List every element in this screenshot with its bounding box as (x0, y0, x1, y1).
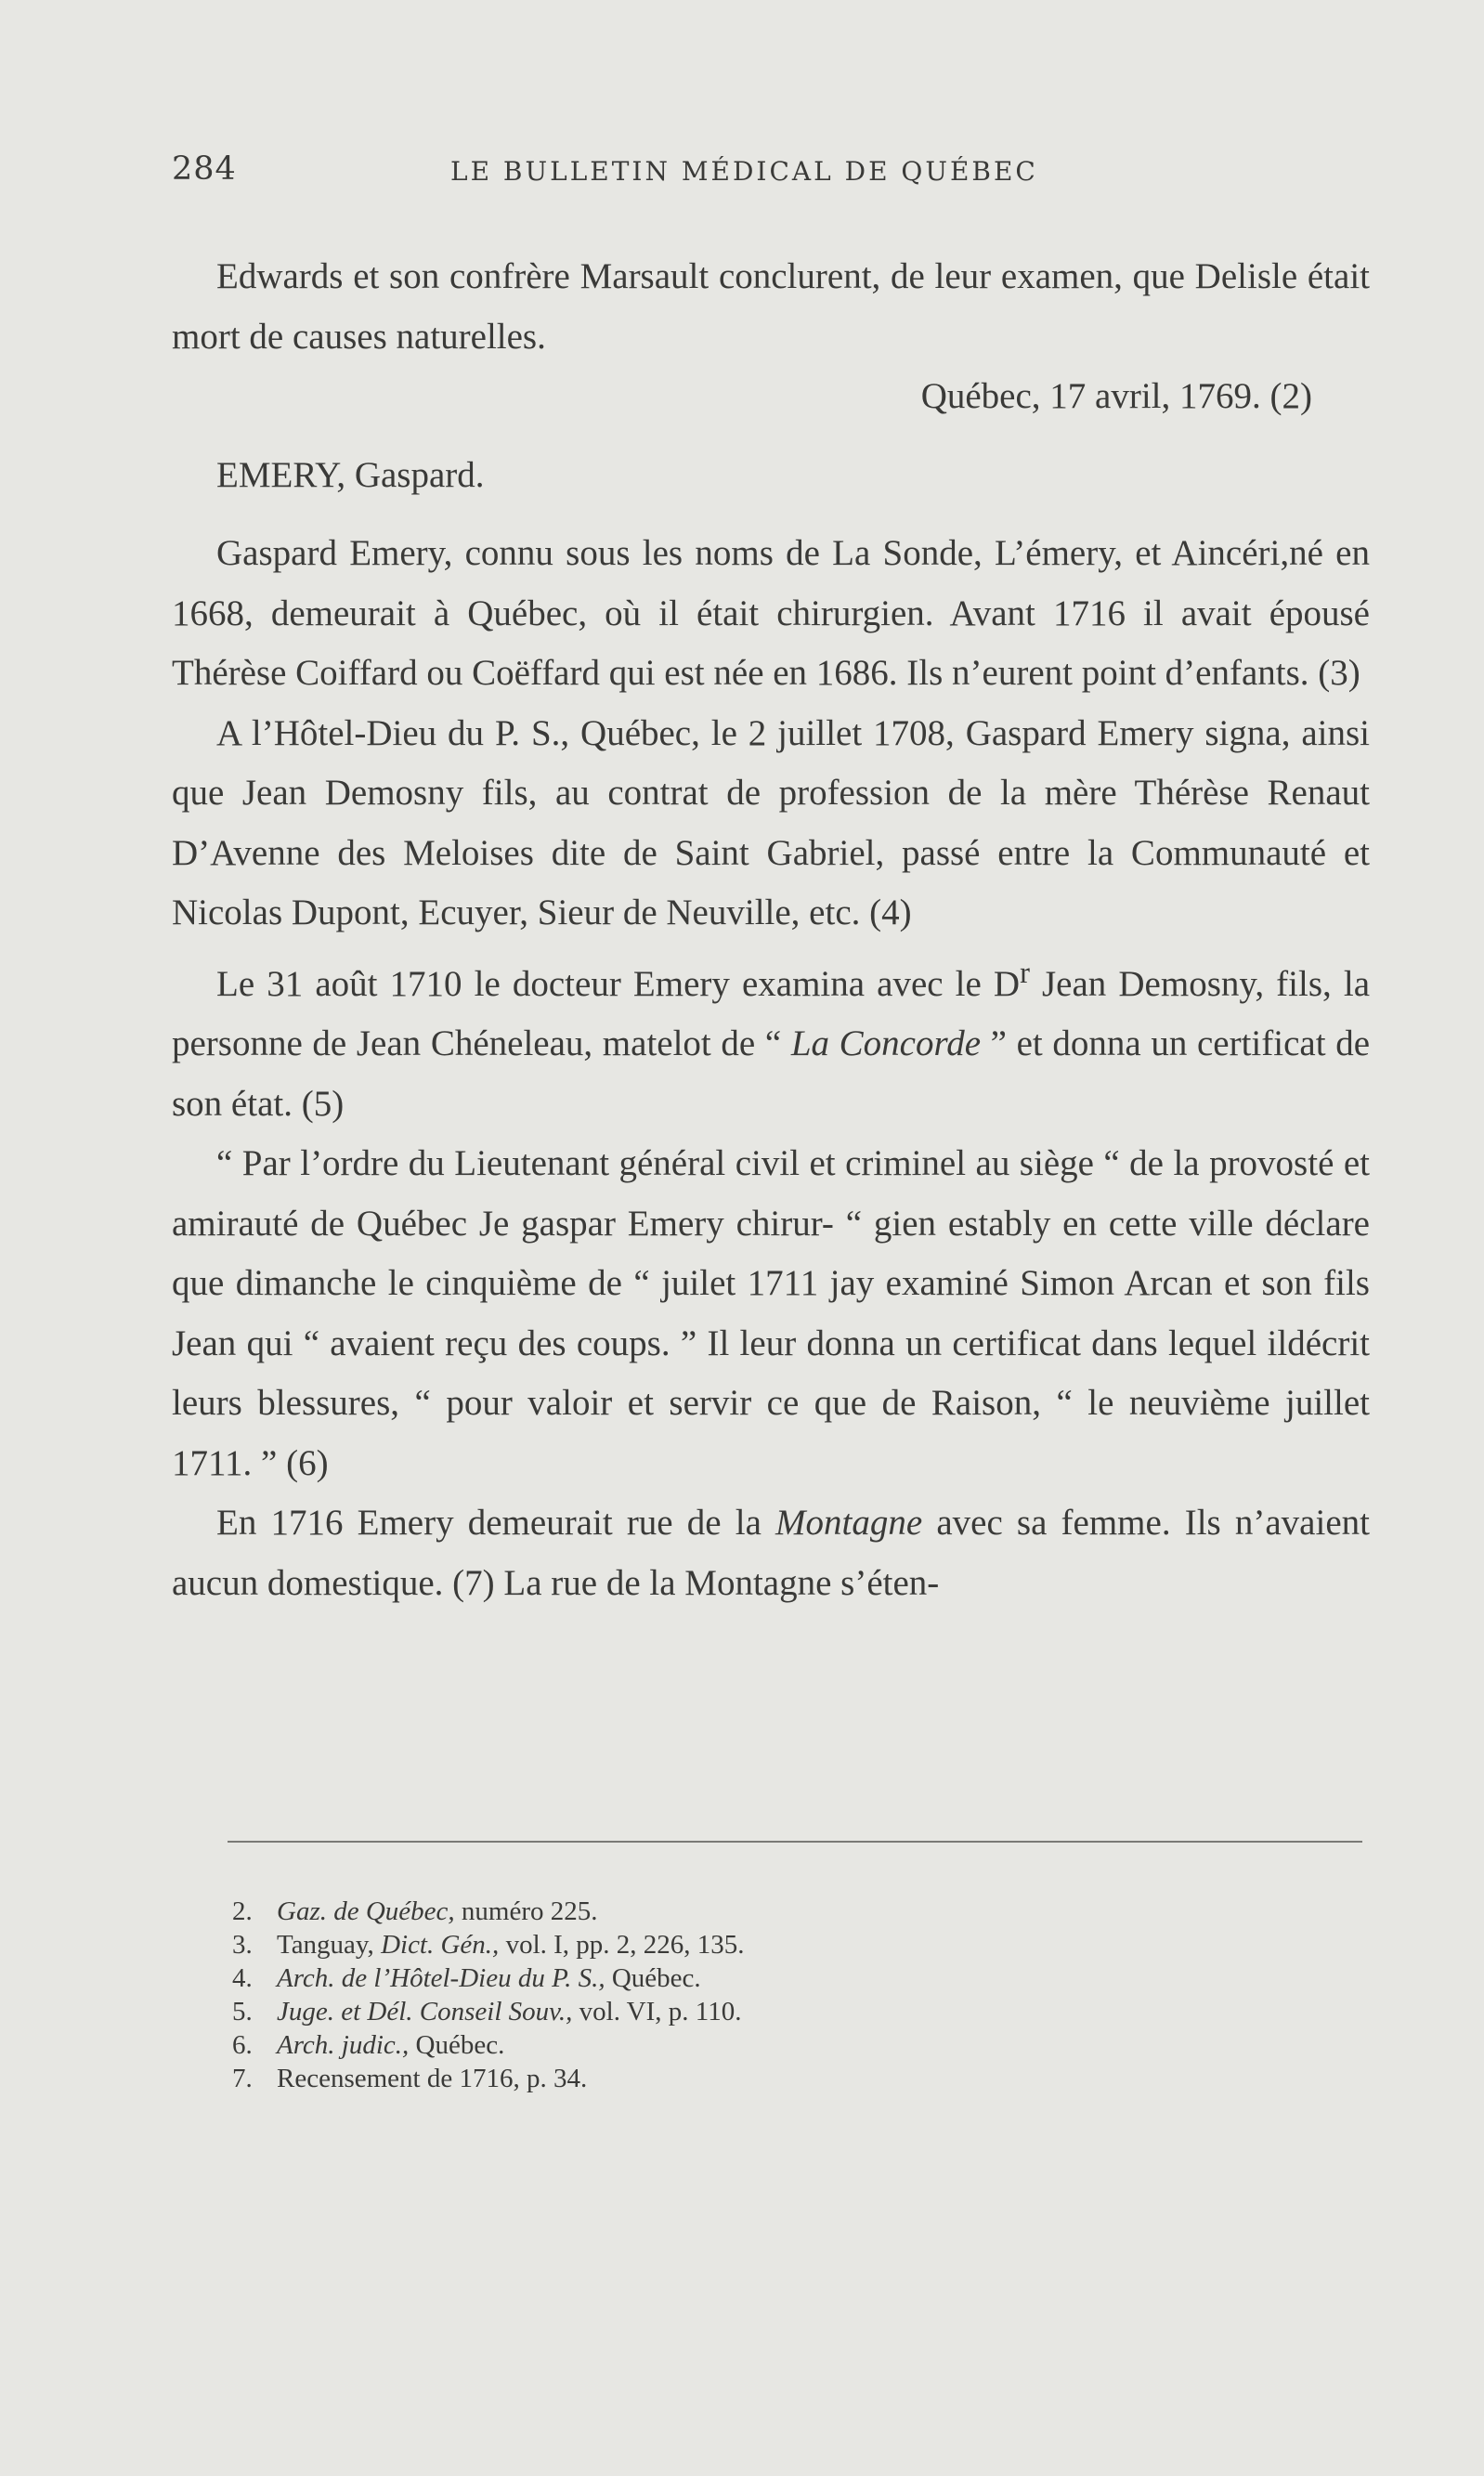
page-header (172, 150, 1370, 197)
footnote-source: Arch. judic., (277, 2030, 410, 2060)
footnote-text: Tanguay, (277, 1930, 382, 1960)
footnote-text: Québec. (409, 2030, 505, 2060)
footnote-text: vol. VI, p. 110. (572, 1997, 742, 2026)
footnote-source: Gaz. de Québec, (277, 1896, 455, 1926)
footnote (232, 2062, 1254, 2095)
footnote (232, 1961, 1254, 1995)
page-number: 284 (172, 150, 237, 188)
text-run: Le 31 août 1710 le docteur Emery examina avec le D (216, 963, 1021, 1004)
ship-name: La Concorde (790, 1023, 982, 1063)
quoted-paragraph: “ Par l’ordre du Lieutenant général civil et criminel au siège “ de la provosté et amirauté de Québec Je gaspar Emery chirur- “ gien estably en cette ville déclare que dimanche le cinquième de “ juilet 1711 jay examiné Simon Arcan et son fils Jean qui “ avaient reçu des coups. ” Il leur donna un certificat dans lequel ildécrit leurs blessures, “ pour valoir et servir ce que de Raison, “ le neuvième juillet 1711. ” (6) (172, 1143, 1370, 1483)
paragraph (172, 944, 1370, 1135)
footnote-number: 2. (232, 1896, 253, 1926)
footnote-number: 4. (232, 1963, 253, 1993)
footnote-number: 3. (232, 1930, 253, 1960)
paragraph: Edwards et son confrère Marsault conclurent, de leur examen, que Delisle était mort de causes naturelles. (172, 256, 1370, 357)
text-run: avec sa femme. Ils n’avaient aucun domestique. (7) La rue de la Montagne s’éten- (172, 1503, 1370, 1603)
footnote-text: numéro 225. (454, 1896, 598, 1926)
footnote (232, 1995, 1254, 2028)
body-text (172, 247, 1370, 1613)
footnote-text: vol. I, pp. 2, 226, 135. (499, 1930, 745, 1960)
paragraph: Gaspard Emery, connu sous les noms de La Sonde, L’émery, et Aincéri,né en 1668, demeurait à Québec, où il était chirurgien. Avant 1716 il avait épousé Thérèse Coiffard ou Coëffard qui est née en 1686. Ils n’eurent point d’enfants. (3) (172, 533, 1370, 693)
footnote-source: Dict. Gén., (381, 1930, 500, 1960)
text-run: Jean Demosny, fils, la personne de Jean Chéneleau, matelot de “ (172, 963, 1371, 1063)
footnotes (232, 1895, 1254, 2095)
footnote (232, 1928, 1254, 1961)
entry-heading: EMERY, Gaspard. (216, 454, 485, 495)
running-title: LE BULLETIN MÉDICAL DE QUÉBEC (450, 156, 1038, 187)
text-run: En 1716 Emery demeurait rue de la (216, 1503, 776, 1543)
footnote (232, 1895, 1254, 1928)
dateline: Québec, 17 avril, 1769. (2) (920, 376, 1312, 416)
superscript: r (1020, 956, 1030, 990)
footnote-divider (228, 1841, 1362, 1843)
street-name: Montagne (775, 1503, 923, 1543)
footnote-number: 7. (232, 2064, 253, 2093)
footnote (232, 2028, 1254, 2062)
text-run: ” et donna un certificat de son état. (5) (172, 1023, 1370, 1124)
footnote-text: Recensement de 1716, p. 34. (277, 2064, 588, 2093)
footnote-source: Arch. de l’Hôtel-Dieu du P. S., (277, 1963, 605, 1993)
paragraph: A l’Hôtel-Dieu du P. S., Québec, le 2 juillet 1708, Gaspard Emery signa, ainsi que Jean Demosny fils, au contrat de profession de la mère Thérèse Renaut D’Avenne des Meloises dite de Saint Gabriel, passé entre la Communauté et Nicolas Dupont, Ecuyer, Sieur de Neuville, etc. (4) (172, 712, 1370, 932)
footnote-text: Québec. (605, 1963, 701, 1993)
footnote-number: 6. (232, 2030, 253, 2060)
footnote-source: Juge. et Dél. Conseil Souv., (277, 1997, 573, 2026)
footnote-number: 5. (232, 1997, 253, 2026)
paragraph (172, 1493, 1370, 1613)
